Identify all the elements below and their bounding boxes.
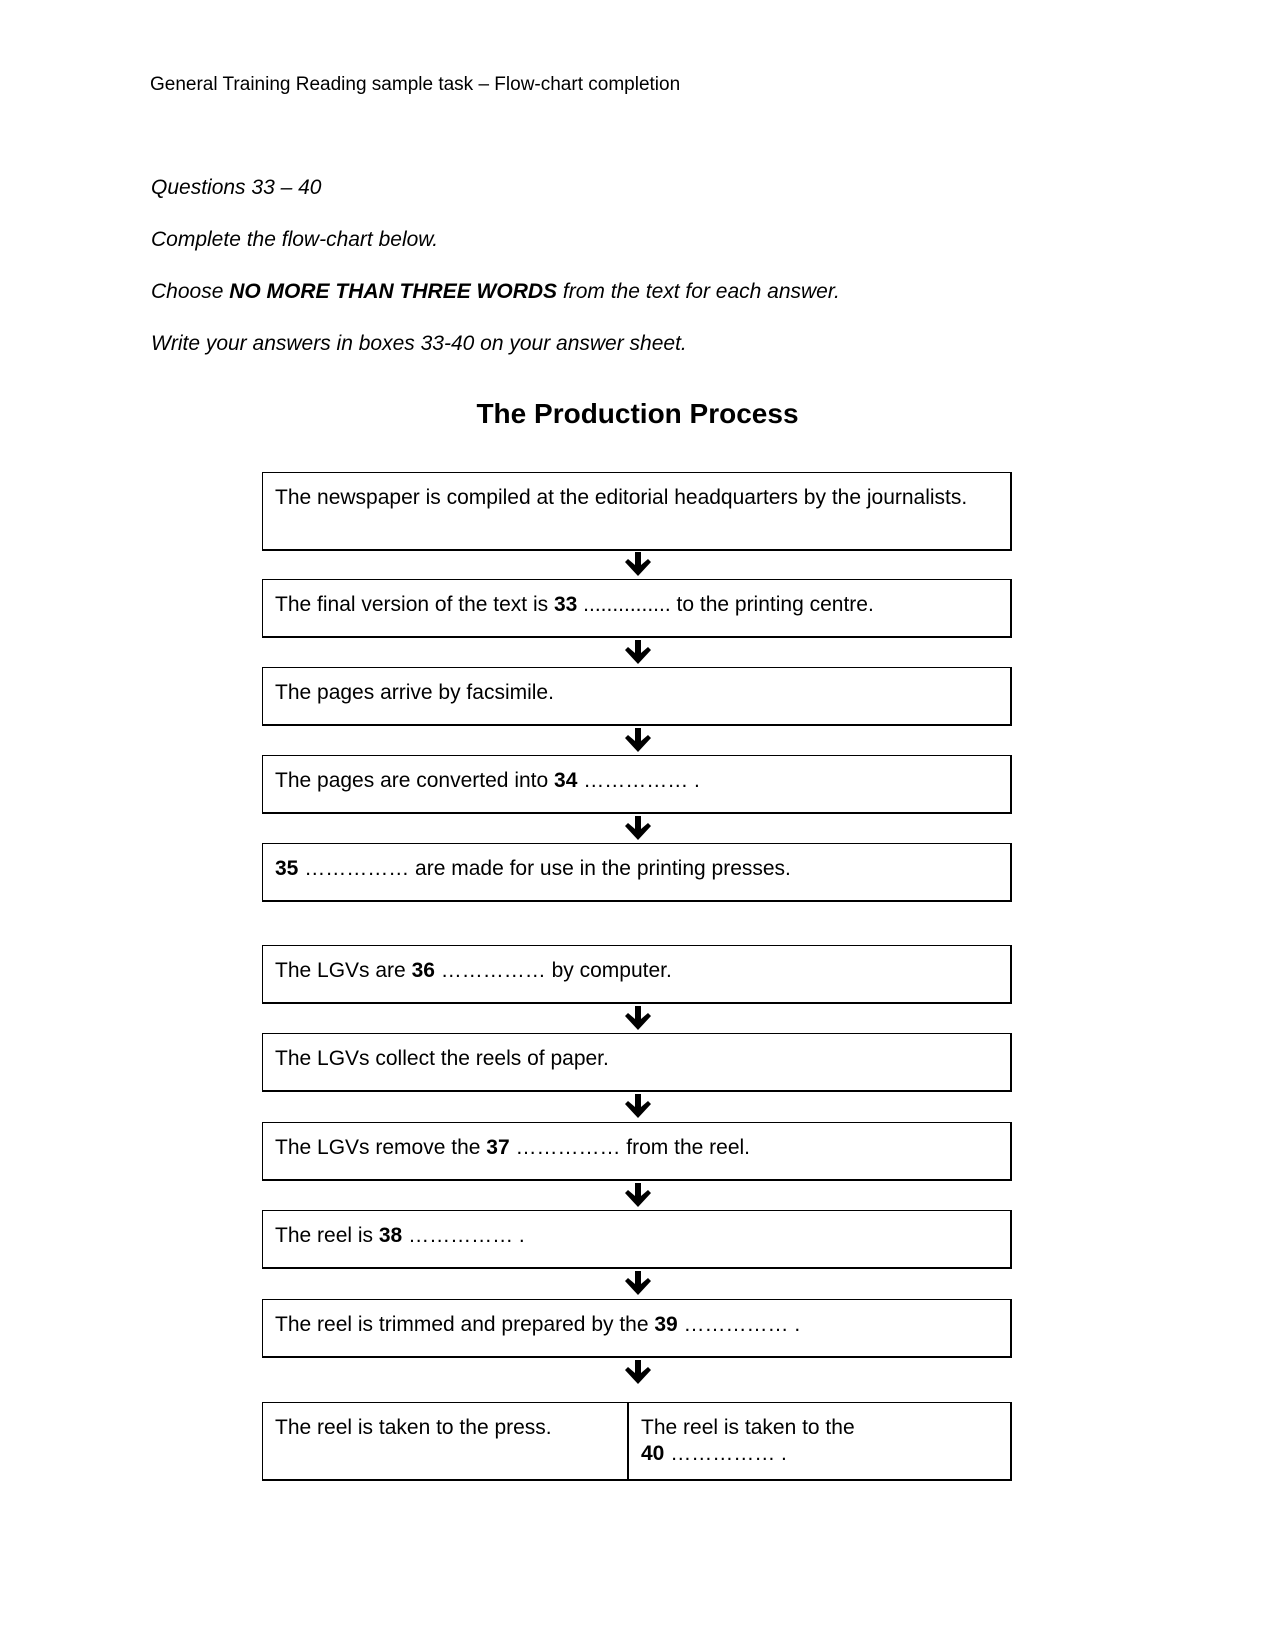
step-text: The LGVs remove the	[275, 1136, 487, 1159]
word-limit: NO MORE THAN THREE WORDS	[229, 280, 558, 303]
question-number: 40	[641, 1442, 665, 1465]
step-8-box	[262, 1122, 1012, 1181]
down-arrow-icon	[623, 1006, 653, 1032]
step-3-box	[262, 667, 1012, 726]
question-number: 36	[411, 959, 435, 982]
step-text: The newspaper is compiled at the editorial headquarters by the journalists.	[275, 486, 968, 509]
down-arrow-icon	[623, 1183, 653, 1209]
step-1-box	[262, 472, 1012, 551]
choose-pre: Choose	[151, 280, 230, 303]
step-text-post: …………… are made for use in the printing presses.	[298, 857, 791, 880]
down-arrow-icon	[623, 1360, 653, 1386]
question-number: 37	[486, 1136, 510, 1159]
step-10-box	[262, 1299, 1012, 1358]
step-text: The pages arrive by facsimile.	[275, 681, 554, 704]
question-number: 38	[378, 1224, 403, 1247]
questions-range: Questions 33 – 40	[151, 176, 322, 199]
down-arrow-icon	[623, 640, 653, 666]
step-9-box	[262, 1210, 1012, 1269]
step-text-post: …………… .	[577, 769, 700, 792]
step-text-post: ............... to the printing centre.	[577, 593, 874, 616]
question-number: 39	[654, 1313, 678, 1336]
step-text-post: …………… by computer.	[434, 959, 672, 982]
question-number: 35	[275, 857, 299, 880]
document-header: General Training Reading sample task – Flow-chart completion	[150, 74, 681, 95]
final-right-blank: …………… .	[664, 1442, 787, 1465]
final-step-left: The reel is taken to the press.	[263, 1403, 629, 1479]
down-arrow-icon	[623, 728, 653, 754]
step-text: The pages are converted into	[275, 769, 555, 792]
step-text-post: …………… .	[402, 1224, 525, 1247]
step-text-post: …………… .	[677, 1313, 801, 1336]
chart-title: The Production Process	[476, 398, 799, 429]
choose-post: from the text for each answer.	[557, 280, 840, 303]
down-arrow-icon	[623, 816, 653, 842]
step-text: The reel is	[275, 1224, 379, 1247]
step-text: The LGVs are	[275, 959, 412, 982]
final-right-text: The reel is taken to the	[641, 1416, 855, 1439]
question-number: 33	[553, 593, 578, 616]
down-arrow-icon	[623, 1271, 653, 1297]
instruction-complete: Complete the flow-chart below.	[151, 228, 439, 251]
step-text: The reel is trimmed and prepared by the	[275, 1313, 655, 1336]
step-5-box	[262, 843, 1012, 902]
instruction-write: Write your answers in boxes 33-40 on your answer sheet.	[151, 332, 687, 355]
step-text-post: …………… from the reel.	[509, 1136, 751, 1159]
step-7-box	[262, 1033, 1012, 1092]
down-arrow-icon	[623, 552, 653, 578]
down-arrow-icon	[623, 1094, 653, 1120]
instruction-choose	[151, 280, 840, 304]
final-step-box	[262, 1402, 1012, 1481]
step-4-box	[262, 755, 1012, 814]
step-6-box	[262, 945, 1012, 1004]
step-text: The LGVs collect the reels of paper.	[275, 1047, 609, 1070]
step-text: The final version of the text is	[275, 593, 554, 616]
step-2-box	[262, 579, 1012, 638]
final-step-right	[629, 1403, 1010, 1479]
question-number: 34	[554, 769, 578, 792]
